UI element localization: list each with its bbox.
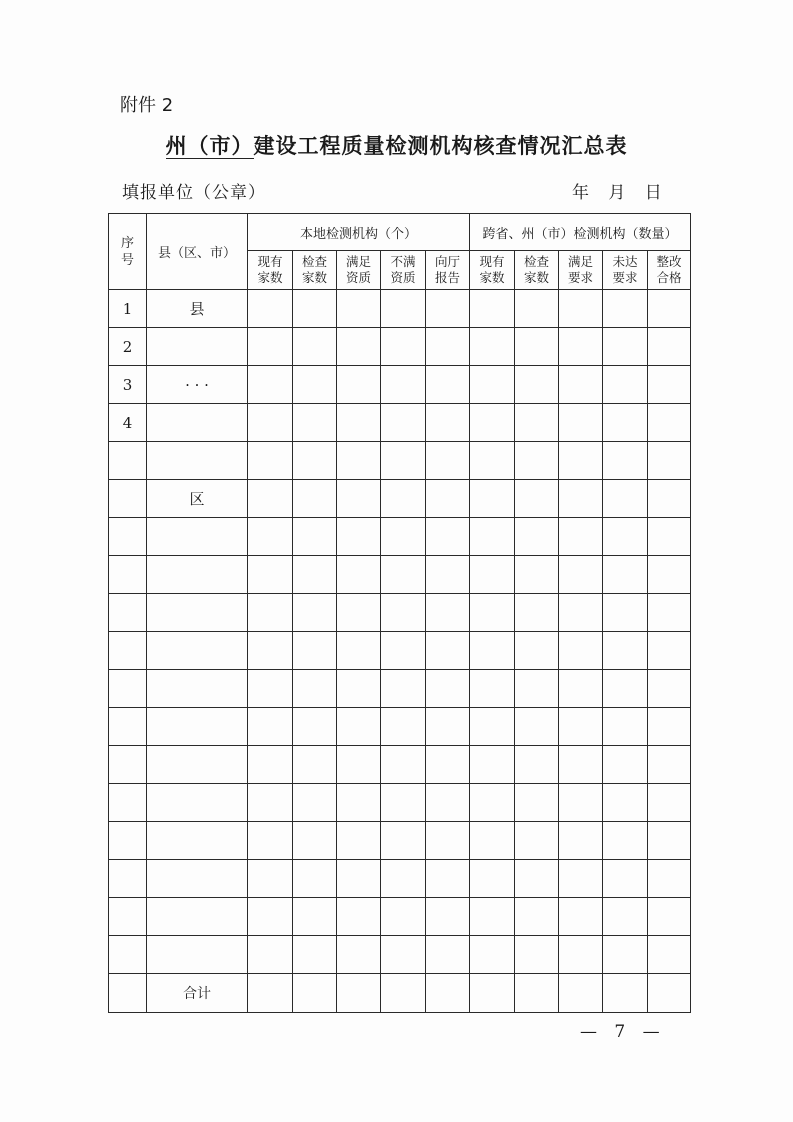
- data-cell[interactable]: [603, 784, 648, 822]
- data-cell[interactable]: [337, 670, 381, 708]
- data-cell[interactable]: [559, 746, 603, 784]
- data-cell[interactable]: [293, 746, 337, 784]
- data-cell[interactable]: [426, 936, 470, 974]
- data-cell[interactable]: [293, 594, 337, 632]
- data-cell[interactable]: [248, 594, 293, 632]
- data-cell[interactable]: [426, 670, 470, 708]
- row-seq-cell: 3: [109, 366, 147, 404]
- data-cell[interactable]: [603, 480, 648, 518]
- data-cell[interactable]: [337, 480, 381, 518]
- row-county-cell: · · ·: [147, 366, 248, 404]
- cross-col-header-0: 现有家数: [470, 251, 515, 290]
- data-cell[interactable]: [515, 556, 559, 594]
- data-cell[interactable]: [337, 746, 381, 784]
- cross-col-header-1: 检查家数: [515, 251, 559, 290]
- data-cell[interactable]: [559, 442, 603, 480]
- data-cell[interactable]: [248, 404, 293, 442]
- data-cell[interactable]: [248, 366, 293, 404]
- data-cell[interactable]: [559, 860, 603, 898]
- title-text: 建设工程质量检测机构核查情况汇总表: [253, 133, 628, 158]
- row-seq-cell: [109, 822, 147, 860]
- row-county-cell: [147, 784, 248, 822]
- table-row: [109, 898, 691, 936]
- data-cell[interactable]: [515, 860, 559, 898]
- data-cell[interactable]: [470, 670, 515, 708]
- data-cell[interactable]: [603, 290, 648, 328]
- row-county-cell: [147, 860, 248, 898]
- data-cell[interactable]: [381, 366, 426, 404]
- data-cell[interactable]: [337, 860, 381, 898]
- data-cell[interactable]: [470, 860, 515, 898]
- table-row: [109, 328, 691, 366]
- row-seq-cell: [109, 708, 147, 746]
- data-cell[interactable]: [515, 594, 559, 632]
- data-cell[interactable]: [293, 708, 337, 746]
- data-cell[interactable]: [381, 518, 426, 556]
- cross-col-header-2: 满足要求: [559, 251, 603, 290]
- data-cell[interactable]: [293, 480, 337, 518]
- data-cell[interactable]: [248, 822, 293, 860]
- data-cell[interactable]: [603, 328, 648, 366]
- cross-col-header-3: 未达要求: [603, 251, 648, 290]
- data-cell[interactable]: [648, 746, 691, 784]
- data-cell[interactable]: [293, 518, 337, 556]
- data-cell[interactable]: [470, 442, 515, 480]
- data-cell[interactable]: [293, 290, 337, 328]
- data-cell[interactable]: [648, 822, 691, 860]
- data-cell[interactable]: [648, 518, 691, 556]
- row-seq-cell: 1: [109, 290, 147, 328]
- table-row: [109, 442, 691, 480]
- row-county-cell: 县: [147, 290, 248, 328]
- data-cell[interactable]: [381, 860, 426, 898]
- data-cell[interactable]: [515, 290, 559, 328]
- data-cell[interactable]: [248, 670, 293, 708]
- data-cell[interactable]: [515, 632, 559, 670]
- data-cell[interactable]: [426, 556, 470, 594]
- data-cell[interactable]: [559, 708, 603, 746]
- group-header-cross: 跨省、州（市）检测机构（数量）: [470, 214, 691, 251]
- row-seq-cell: [109, 898, 147, 936]
- row-seq-cell: [109, 784, 147, 822]
- data-cell[interactable]: [470, 404, 515, 442]
- total-data-cell[interactable]: [426, 974, 470, 1013]
- data-cell[interactable]: [648, 328, 691, 366]
- row-county-cell: 区: [147, 480, 248, 518]
- data-cell[interactable]: [559, 594, 603, 632]
- data-cell[interactable]: [470, 518, 515, 556]
- data-cell[interactable]: [426, 518, 470, 556]
- table-row: [109, 290, 691, 328]
- data-cell[interactable]: [337, 822, 381, 860]
- data-cell[interactable]: [470, 746, 515, 784]
- data-cell[interactable]: [648, 860, 691, 898]
- data-cell[interactable]: [426, 746, 470, 784]
- county-header: 县（区、市）: [147, 214, 248, 290]
- data-cell[interactable]: [603, 670, 648, 708]
- data-cell[interactable]: [470, 708, 515, 746]
- data-cell[interactable]: [648, 670, 691, 708]
- summary-table: [108, 213, 691, 1013]
- data-cell[interactable]: [559, 822, 603, 860]
- data-cell[interactable]: [559, 480, 603, 518]
- data-cell[interactable]: [426, 632, 470, 670]
- table-row: [109, 860, 691, 898]
- data-cell[interactable]: [381, 290, 426, 328]
- data-cell[interactable]: [470, 898, 515, 936]
- row-seq-cell: 4: [109, 404, 147, 442]
- row-county-cell: [147, 404, 248, 442]
- table-row: [109, 822, 691, 860]
- data-cell[interactable]: [559, 632, 603, 670]
- local-col-header-4: 向厅报告: [426, 251, 470, 290]
- row-seq-cell: [109, 442, 147, 480]
- data-cell[interactable]: [559, 898, 603, 936]
- data-cell[interactable]: [515, 404, 559, 442]
- data-cell[interactable]: [337, 404, 381, 442]
- data-cell[interactable]: [648, 404, 691, 442]
- header-row-groups: [109, 214, 691, 251]
- data-cell[interactable]: [515, 708, 559, 746]
- local-col-header-1: 检查家数: [293, 251, 337, 290]
- data-cell[interactable]: [648, 632, 691, 670]
- data-cell[interactable]: [248, 784, 293, 822]
- data-cell[interactable]: [559, 328, 603, 366]
- total-row: [109, 974, 691, 1013]
- row-county-cell: [147, 632, 248, 670]
- data-cell[interactable]: [426, 366, 470, 404]
- data-cell[interactable]: [248, 442, 293, 480]
- row-seq-cell: [109, 518, 147, 556]
- data-cell[interactable]: [248, 518, 293, 556]
- data-cell[interactable]: [381, 822, 426, 860]
- data-cell[interactable]: [337, 708, 381, 746]
- row-seq-cell: [109, 594, 147, 632]
- data-cell[interactable]: [559, 366, 603, 404]
- data-cell[interactable]: [470, 290, 515, 328]
- total-data-cell[interactable]: [293, 974, 337, 1013]
- data-cell[interactable]: [381, 898, 426, 936]
- data-cell[interactable]: [426, 404, 470, 442]
- data-cell[interactable]: [293, 936, 337, 974]
- table-row: [109, 632, 691, 670]
- data-cell[interactable]: [603, 442, 648, 480]
- data-cell[interactable]: [603, 518, 648, 556]
- data-cell[interactable]: [337, 442, 381, 480]
- data-cell[interactable]: [381, 480, 426, 518]
- data-cell[interactable]: [559, 290, 603, 328]
- total-data-cell[interactable]: [559, 974, 603, 1013]
- cross-col-header-4: 整改合格: [648, 251, 691, 290]
- data-cell[interactable]: [470, 632, 515, 670]
- table-row: [109, 366, 691, 404]
- data-cell[interactable]: [248, 708, 293, 746]
- data-cell[interactable]: [337, 556, 381, 594]
- total-data-cell[interactable]: [648, 974, 691, 1013]
- row-county-cell: [147, 746, 248, 784]
- data-cell[interactable]: [426, 442, 470, 480]
- total-data-cell[interactable]: [603, 974, 648, 1013]
- row-county-cell: [147, 518, 248, 556]
- data-cell[interactable]: [293, 898, 337, 936]
- data-cell[interactable]: [515, 518, 559, 556]
- data-cell[interactable]: [603, 746, 648, 784]
- data-cell[interactable]: [559, 784, 603, 822]
- row-seq-cell: [109, 632, 147, 670]
- data-cell[interactable]: [337, 366, 381, 404]
- data-cell[interactable]: [426, 480, 470, 518]
- data-cell[interactable]: [426, 290, 470, 328]
- data-cell[interactable]: [426, 708, 470, 746]
- reporting-unit-label: 填报单位（公章）: [122, 183, 266, 203]
- data-cell[interactable]: [603, 936, 648, 974]
- row-county-cell: [147, 936, 248, 974]
- table-row: [109, 556, 691, 594]
- data-cell[interactable]: [559, 556, 603, 594]
- data-cell[interactable]: [559, 670, 603, 708]
- date-label: 年 月 日: [572, 183, 662, 203]
- data-cell[interactable]: [470, 594, 515, 632]
- data-cell[interactable]: [426, 822, 470, 860]
- page-number: — 7 —: [580, 1022, 666, 1042]
- table-row: [109, 670, 691, 708]
- row-county-cell: [147, 670, 248, 708]
- attachment-label: 附件 2: [120, 95, 174, 116]
- data-cell[interactable]: [293, 784, 337, 822]
- data-cell[interactable]: [470, 556, 515, 594]
- data-cell[interactable]: [603, 594, 648, 632]
- row-county-cell: [147, 822, 248, 860]
- data-cell[interactable]: [381, 746, 426, 784]
- local-col-header-3: 不满资质: [381, 251, 426, 290]
- data-cell[interactable]: [648, 290, 691, 328]
- row-county-cell: [147, 898, 248, 936]
- data-cell[interactable]: [648, 594, 691, 632]
- row-seq-cell: [109, 746, 147, 784]
- row-county-cell: [147, 708, 248, 746]
- data-cell[interactable]: [381, 784, 426, 822]
- data-cell[interactable]: [337, 290, 381, 328]
- title-region: 州（市）: [165, 133, 254, 158]
- data-cell[interactable]: [603, 822, 648, 860]
- data-cell[interactable]: [603, 860, 648, 898]
- total-data-cell[interactable]: [515, 974, 559, 1013]
- row-seq-cell: [109, 556, 147, 594]
- row-county-cell: [147, 556, 248, 594]
- table-row: [109, 784, 691, 822]
- row-seq-cell: [109, 670, 147, 708]
- data-cell[interactable]: [470, 328, 515, 366]
- data-cell[interactable]: [515, 442, 559, 480]
- data-cell[interactable]: [293, 328, 337, 366]
- data-cell[interactable]: [426, 328, 470, 366]
- data-cell[interactable]: [248, 860, 293, 898]
- data-cell[interactable]: [603, 404, 648, 442]
- total-data-cell[interactable]: [381, 974, 426, 1013]
- data-cell[interactable]: [603, 632, 648, 670]
- data-cell[interactable]: [603, 708, 648, 746]
- row-county-cell: [147, 594, 248, 632]
- data-cell[interactable]: [515, 366, 559, 404]
- data-cell[interactable]: [470, 784, 515, 822]
- table-row: [109, 594, 691, 632]
- data-cell[interactable]: [293, 442, 337, 480]
- local-col-header-2: 满足资质: [337, 251, 381, 290]
- data-cell[interactable]: [381, 404, 426, 442]
- data-cell[interactable]: [559, 936, 603, 974]
- data-cell[interactable]: [337, 784, 381, 822]
- data-cell[interactable]: [470, 936, 515, 974]
- data-cell[interactable]: [648, 480, 691, 518]
- data-cell[interactable]: [515, 670, 559, 708]
- data-cell[interactable]: [381, 670, 426, 708]
- data-cell[interactable]: [470, 822, 515, 860]
- data-cell[interactable]: [381, 556, 426, 594]
- data-cell[interactable]: [381, 632, 426, 670]
- data-cell[interactable]: [337, 632, 381, 670]
- data-cell[interactable]: [603, 366, 648, 404]
- data-cell[interactable]: [337, 328, 381, 366]
- total-data-cell[interactable]: [470, 974, 515, 1013]
- row-seq-cell: [109, 480, 147, 518]
- data-cell[interactable]: [381, 328, 426, 366]
- data-cell[interactable]: [603, 898, 648, 936]
- data-cell[interactable]: [248, 480, 293, 518]
- data-cell[interactable]: [559, 404, 603, 442]
- data-cell[interactable]: [648, 556, 691, 594]
- data-cell[interactable]: [648, 898, 691, 936]
- total-seq-cell: [109, 974, 147, 1013]
- data-cell[interactable]: [470, 366, 515, 404]
- table-row: [109, 518, 691, 556]
- data-cell[interactable]: [648, 366, 691, 404]
- data-cell[interactable]: [648, 784, 691, 822]
- data-cell[interactable]: [293, 404, 337, 442]
- data-cell[interactable]: [248, 936, 293, 974]
- group-header-local: 本地检测机构（个）: [248, 214, 470, 251]
- row-seq-cell: 2: [109, 328, 147, 366]
- seq-header: 序号: [109, 214, 147, 290]
- data-cell[interactable]: [515, 898, 559, 936]
- data-cell[interactable]: [248, 746, 293, 784]
- table-row: [109, 404, 691, 442]
- data-cell[interactable]: [381, 442, 426, 480]
- data-cell[interactable]: [515, 480, 559, 518]
- table-row: [109, 936, 691, 974]
- data-cell[interactable]: [515, 784, 559, 822]
- total-data-cell[interactable]: [248, 974, 293, 1013]
- table-row: [109, 480, 691, 518]
- data-cell[interactable]: [293, 366, 337, 404]
- row-county-cell: [147, 442, 248, 480]
- data-cell[interactable]: [648, 708, 691, 746]
- data-cell[interactable]: [293, 632, 337, 670]
- data-cell[interactable]: [426, 784, 470, 822]
- local-col-header-0: 现有家数: [248, 251, 293, 290]
- data-cell[interactable]: [381, 708, 426, 746]
- data-cell[interactable]: [293, 556, 337, 594]
- data-cell[interactable]: [337, 936, 381, 974]
- data-cell[interactable]: [248, 898, 293, 936]
- data-cell[interactable]: [515, 328, 559, 366]
- data-cell[interactable]: [515, 746, 559, 784]
- data-cell[interactable]: [381, 594, 426, 632]
- data-cell[interactable]: [381, 936, 426, 974]
- data-cell[interactable]: [248, 328, 293, 366]
- table-row: [109, 746, 691, 784]
- data-cell[interactable]: [426, 860, 470, 898]
- document-title: [0, 130, 793, 160]
- data-cell[interactable]: [648, 936, 691, 974]
- data-cell[interactable]: [248, 290, 293, 328]
- data-cell[interactable]: [603, 556, 648, 594]
- data-cell[interactable]: [559, 518, 603, 556]
- row-seq-cell: [109, 860, 147, 898]
- data-cell[interactable]: [426, 594, 470, 632]
- row-county-cell: [147, 328, 248, 366]
- data-cell[interactable]: [293, 822, 337, 860]
- data-cell[interactable]: [248, 632, 293, 670]
- table-row: [109, 708, 691, 746]
- data-cell[interactable]: [426, 898, 470, 936]
- total-label: 合计: [147, 974, 248, 1013]
- data-cell[interactable]: [515, 822, 559, 860]
- data-cell[interactable]: [515, 936, 559, 974]
- total-data-cell[interactable]: [337, 974, 381, 1013]
- data-cell[interactable]: [648, 442, 691, 480]
- data-cell[interactable]: [470, 480, 515, 518]
- data-cell[interactable]: [293, 860, 337, 898]
- data-cell[interactable]: [337, 594, 381, 632]
- data-cell[interactable]: [293, 670, 337, 708]
- data-cell[interactable]: [248, 556, 293, 594]
- data-cell[interactable]: [337, 898, 381, 936]
- data-cell[interactable]: [337, 518, 381, 556]
- row-seq-cell: [109, 936, 147, 974]
